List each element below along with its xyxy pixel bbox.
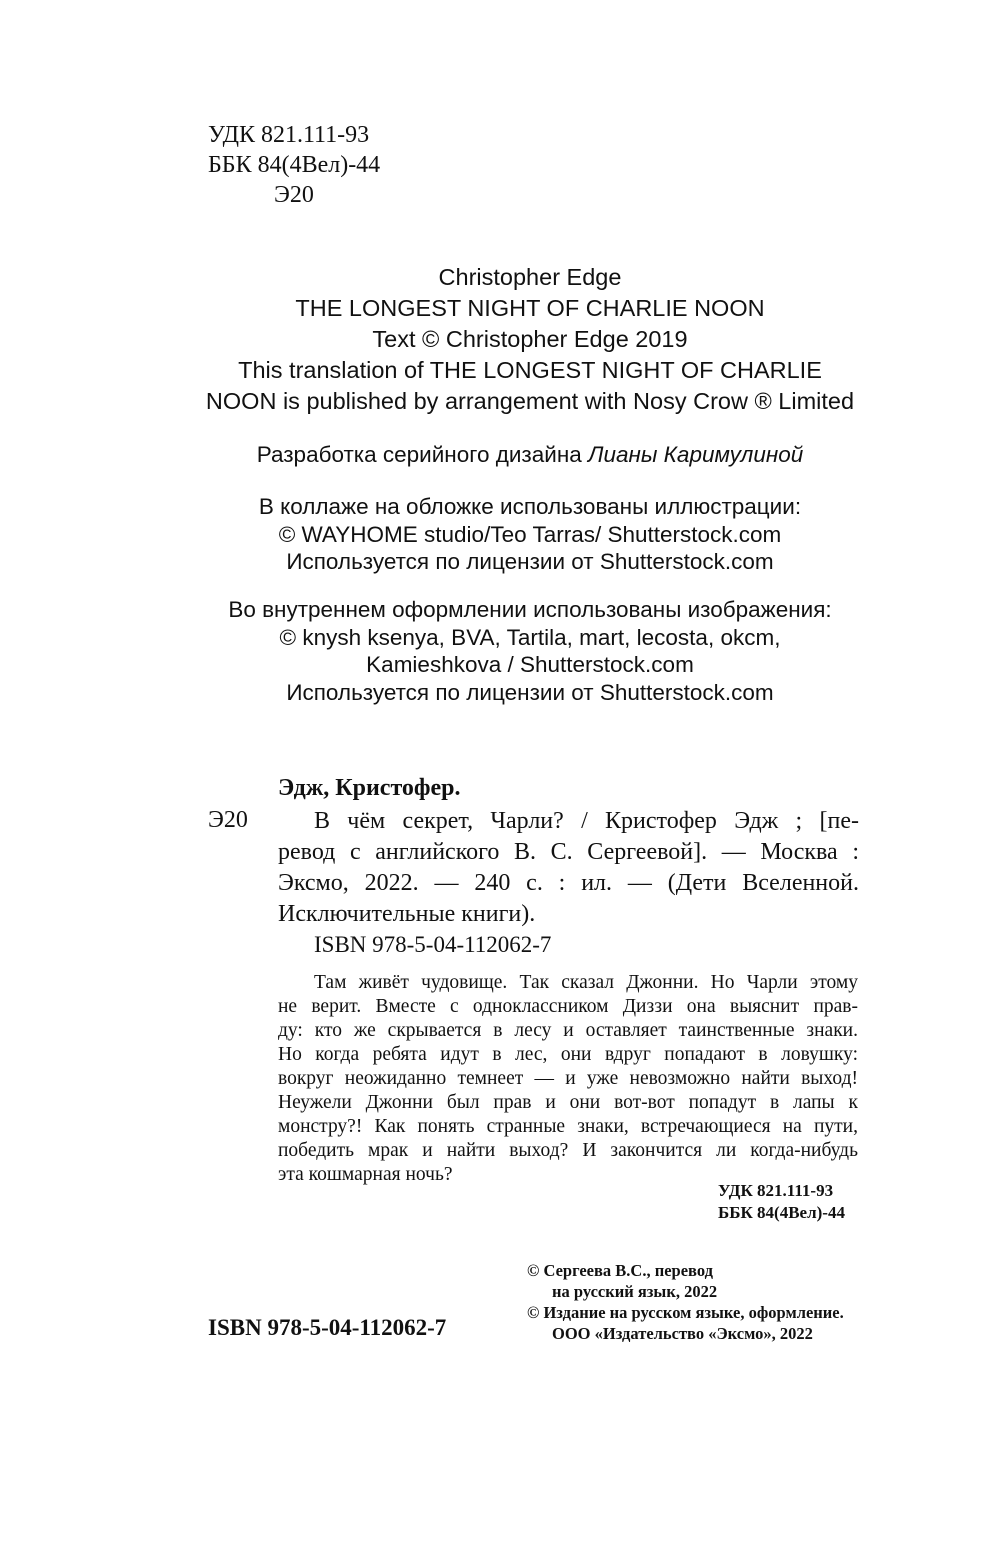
bib-description-line: Исключительные книги). bbox=[278, 901, 536, 927]
annotation-line: ду: кто же скрывается в лесу и оставляет таинственные знаки. bbox=[278, 1020, 858, 1041]
cover-credit-line: © WAYHOME studio/Teo Tarras/ Shutterstock.com bbox=[278, 521, 782, 547]
title-en: THE LONGEST NIGHT OF CHARLIE NOON bbox=[295, 295, 765, 321]
interior-credit-line: Используется по лицензии от Shutterstock.com bbox=[286, 679, 774, 705]
bib-description bbox=[278, 806, 859, 930]
interior-credit-line: Kamieshkova / Shutterstock.com bbox=[366, 652, 694, 677]
interior-credit-line: Во внутреннем оформлении использованы изображения: bbox=[228, 597, 832, 622]
series-designer: Лианы Каримулиной bbox=[588, 442, 804, 467]
annotation-line: Неужели Джонни был прав и они вот-вот попадут в лапы к bbox=[278, 1092, 858, 1113]
annotation bbox=[278, 971, 858, 1187]
annotation-line: победить мрак и найти выход? И закончится ли когда-нибудь bbox=[278, 1140, 858, 1161]
translator-copyright-cont: на русский язык, 2022 bbox=[552, 1282, 718, 1301]
bib-author-heading: Эдж, Кристофер. bbox=[278, 775, 461, 801]
original-credits bbox=[200, 262, 860, 417]
series-design-label: Разработка серийного дизайна bbox=[256, 442, 582, 467]
translation-line-2: NOON is published by arrangement with Nosy Crow ® Limited bbox=[205, 388, 855, 414]
annotation-line: Но когда ребята идут в лес, они вдруг попадают в ловушку: bbox=[278, 1044, 858, 1065]
interior-credit-line: © knysh ksenya, BVA, Tartila, mart, lecosta, okcm, bbox=[279, 624, 781, 650]
publisher-copyright: © Издание на русском языке, оформление. bbox=[527, 1303, 844, 1322]
annotation-line: монстру?! Как понять странные знаки, встречающиеся на пути, bbox=[278, 1116, 858, 1137]
bib-description-line: Эксмо, 2022. — 240 с. : ил. — (Дети Вселенной. bbox=[278, 870, 859, 896]
publisher-copyright-cont: ООО «Издательство «Эксмо», 2022 bbox=[552, 1324, 813, 1343]
text-copyright: Text © Christopher Edge 2019 bbox=[372, 326, 688, 352]
annotation-line: не верит. Вместе с одноклассником Диззи она выяснит прав- bbox=[278, 996, 858, 1017]
bib-description-line: ревод с английского В. С. Сергеевой]. — Москва : bbox=[278, 839, 859, 865]
isbn-bottom: ISBN 978-5-04-112062-7 bbox=[208, 1315, 447, 1340]
cover-credit-line: В коллаже на обложке использованы иллюстрации: bbox=[258, 494, 802, 519]
translator-copyright: © Сергеева В.С., перевод bbox=[527, 1261, 713, 1280]
cover-credit-line: Используется по лицензии от Shutterstock.com bbox=[286, 549, 774, 574]
bib-description-line: В чём секрет, Чарли? / Кристофер Эдж ; [пе- bbox=[314, 808, 859, 834]
series-design bbox=[200, 441, 860, 469]
cover-credits bbox=[200, 493, 860, 576]
bottom-udk: УДК 821.111-93 bbox=[718, 1181, 834, 1200]
udk-code: УДК 821.111-93 bbox=[208, 122, 370, 148]
bib-isbn: ISBN 978-5-04-112062-7 bbox=[314, 932, 552, 957]
author-en: Christopher Edge bbox=[438, 264, 622, 290]
interior-credits bbox=[200, 596, 860, 706]
annotation-line: Там живёт чудовище. Так сказал Джонни. Но Чарли этому bbox=[314, 972, 858, 993]
bottom-codes bbox=[718, 1180, 845, 1224]
annotation-line: эта кошмарная ночь? bbox=[278, 1164, 453, 1185]
bib-code: Э20 bbox=[208, 807, 248, 833]
copyright-block bbox=[527, 1260, 844, 1344]
translation-line-1: This translation of THE LONGEST NIGHT OF CHARLIE bbox=[238, 357, 822, 383]
bottom-bbk: ББК 84(4Вел)-44 bbox=[718, 1203, 845, 1222]
classification-codes bbox=[208, 120, 380, 210]
bbk-code: ББК 84(4Вел)-44 bbox=[208, 152, 381, 178]
author-sign: Э20 bbox=[274, 182, 314, 208]
annotation-line: вокруг неожиданно темнеет — и уже невозможно найти выход! bbox=[278, 1068, 858, 1089]
